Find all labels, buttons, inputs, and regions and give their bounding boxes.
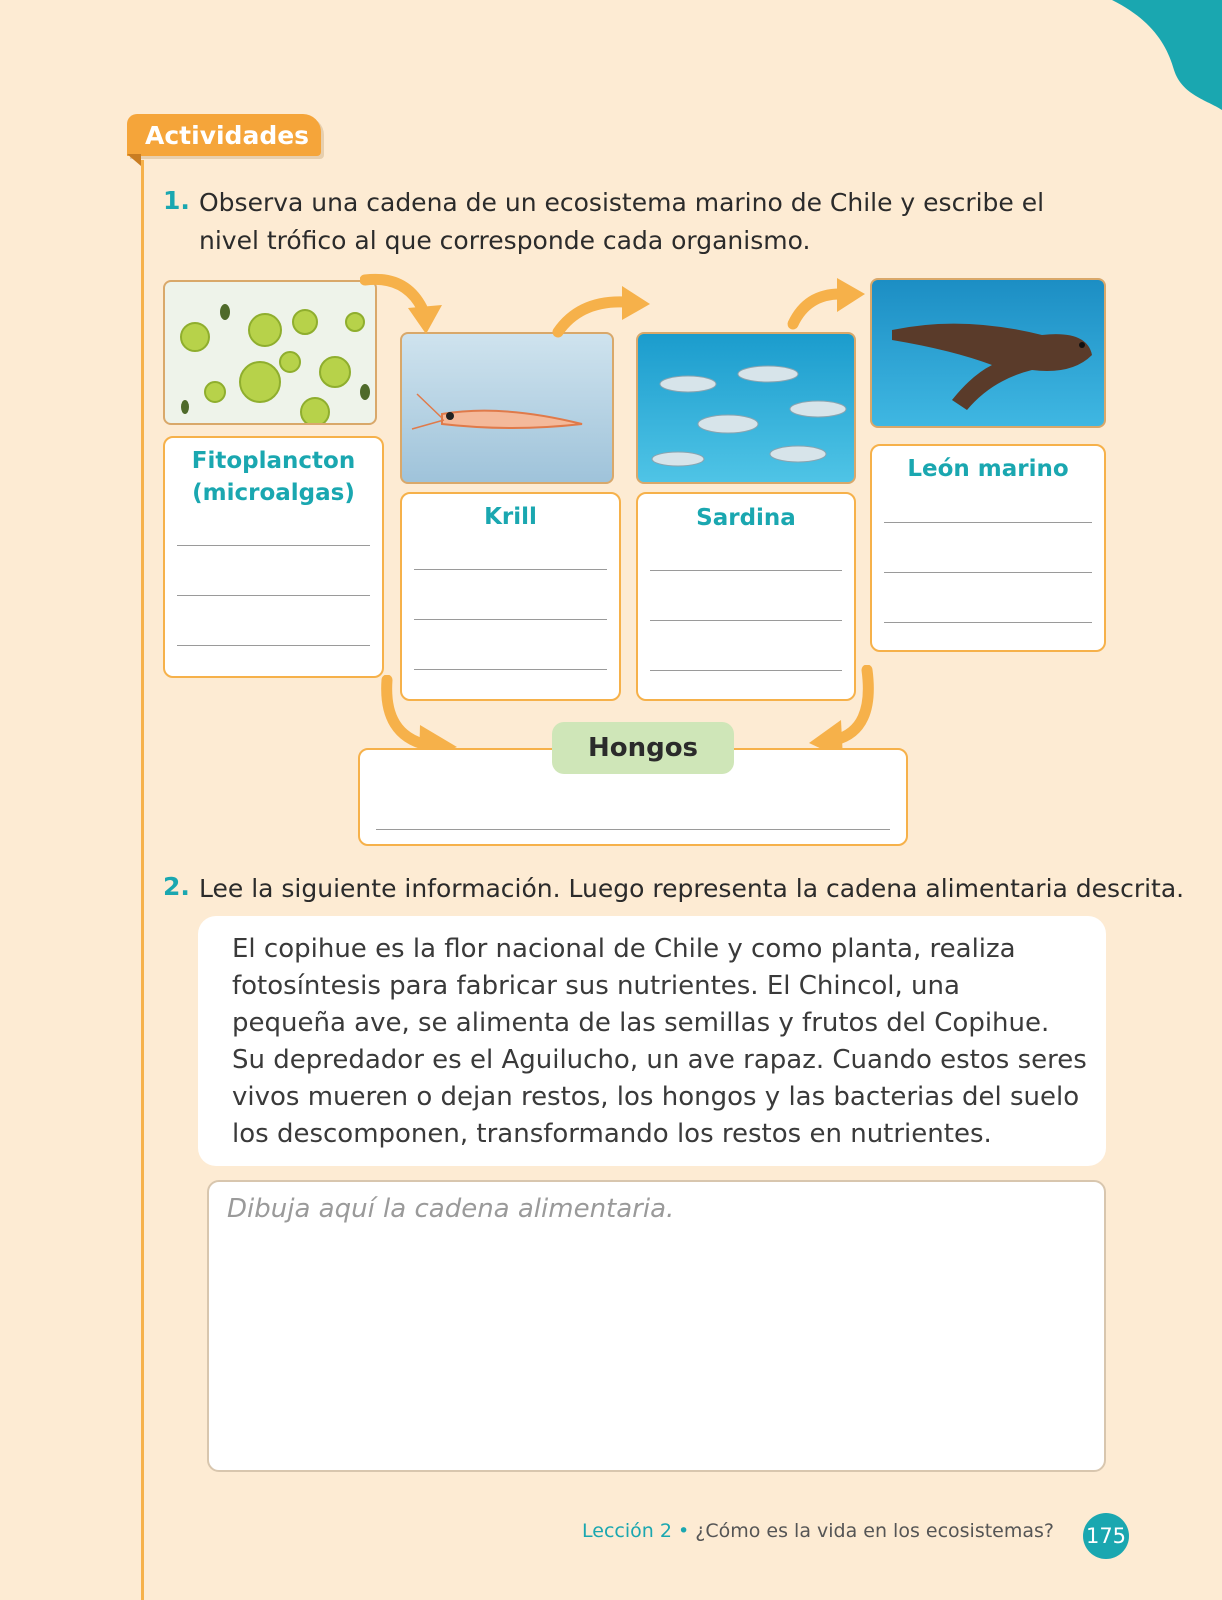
footer-lesson: Lección 2 bbox=[582, 1520, 672, 1542]
page-footer bbox=[582, 1520, 1054, 1542]
tab-fold bbox=[127, 154, 141, 166]
card-fitoplancton bbox=[163, 436, 384, 678]
footer-title: ¿Cómo es la vida en los ecosistemas? bbox=[695, 1520, 1054, 1542]
card-leon-marino bbox=[870, 444, 1106, 652]
writing-line[interactable] bbox=[414, 569, 607, 570]
drawing-area[interactable] bbox=[207, 1180, 1106, 1472]
krill-photo bbox=[400, 332, 614, 484]
writing-line[interactable] bbox=[414, 669, 607, 670]
sea-lion-photo bbox=[870, 278, 1106, 428]
corner-decoration bbox=[1112, 0, 1222, 110]
writing-line[interactable] bbox=[177, 545, 370, 546]
arrow-icon bbox=[785, 272, 870, 332]
reading-text-line: pequeña ave, se alimenta de las semillas y frutos del Copihue. bbox=[232, 1008, 1050, 1038]
reading-text-line: vivos mueren o dejan restos, los hongos y las bacterias del suelo bbox=[232, 1082, 1080, 1112]
hongos-label-text: Hongos bbox=[587, 733, 699, 763]
writing-line[interactable] bbox=[177, 645, 370, 646]
phytoplankton-photo bbox=[163, 280, 377, 425]
drawing-hint: Dibuja aquí la cadena alimentaria. bbox=[227, 1194, 675, 1224]
writing-line[interactable] bbox=[884, 522, 1092, 523]
reading-text-line: los descomponen, transformando los restos en nutrientes. bbox=[232, 1119, 992, 1149]
q1-number: 1. bbox=[163, 186, 190, 215]
page-number bbox=[1083, 1513, 1129, 1559]
q2-instruction: Lee la siguiente información. Luego representa la cadena alimentaria descrita. bbox=[199, 874, 1185, 903]
reading-text-line: Su depredador es el Aguilucho, un ave rapaz. Cuando estos seres bbox=[232, 1045, 1087, 1075]
reading-text-line: fotosíntesis para fabricar sus nutrientes. El Chincol, una bbox=[232, 971, 960, 1001]
card-title: Krill bbox=[484, 504, 537, 530]
writing-line[interactable] bbox=[884, 572, 1092, 573]
writing-line[interactable] bbox=[650, 620, 842, 621]
q1-line-2: nivel trófico al que corresponde cada organismo. bbox=[199, 226, 811, 255]
writing-line[interactable] bbox=[650, 570, 842, 571]
sardine-school-photo bbox=[636, 332, 856, 484]
writing-line[interactable] bbox=[376, 829, 890, 830]
reading-text-line: El copihue es la flor nacional de Chile y como planta, realiza bbox=[232, 934, 1016, 964]
writing-line[interactable] bbox=[884, 622, 1092, 623]
card-title-line-1: Fitoplancton bbox=[191, 448, 356, 474]
arrow-icon bbox=[360, 270, 450, 340]
writing-line[interactable] bbox=[177, 595, 370, 596]
writing-line[interactable] bbox=[414, 619, 607, 620]
margin-line bbox=[141, 160, 144, 1600]
card-title-line-2: (microalgas) bbox=[192, 480, 355, 506]
card-title: León marino bbox=[907, 456, 1069, 482]
q2-number: 2. bbox=[163, 872, 190, 901]
section-tab-label: Actividades bbox=[145, 120, 310, 150]
q1-line-1: Observa una cadena de un ecosistema marino de Chile y escribe el bbox=[199, 188, 1045, 217]
arrow-icon bbox=[550, 282, 655, 342]
card-title: Sardina bbox=[696, 505, 796, 531]
hongos-label bbox=[552, 722, 734, 774]
footer-separator: • bbox=[678, 1520, 690, 1542]
reading-text-box bbox=[198, 916, 1106, 1166]
section-tab bbox=[127, 114, 321, 156]
page-number-text: 175 bbox=[1085, 1524, 1127, 1548]
card-krill bbox=[400, 492, 621, 701]
